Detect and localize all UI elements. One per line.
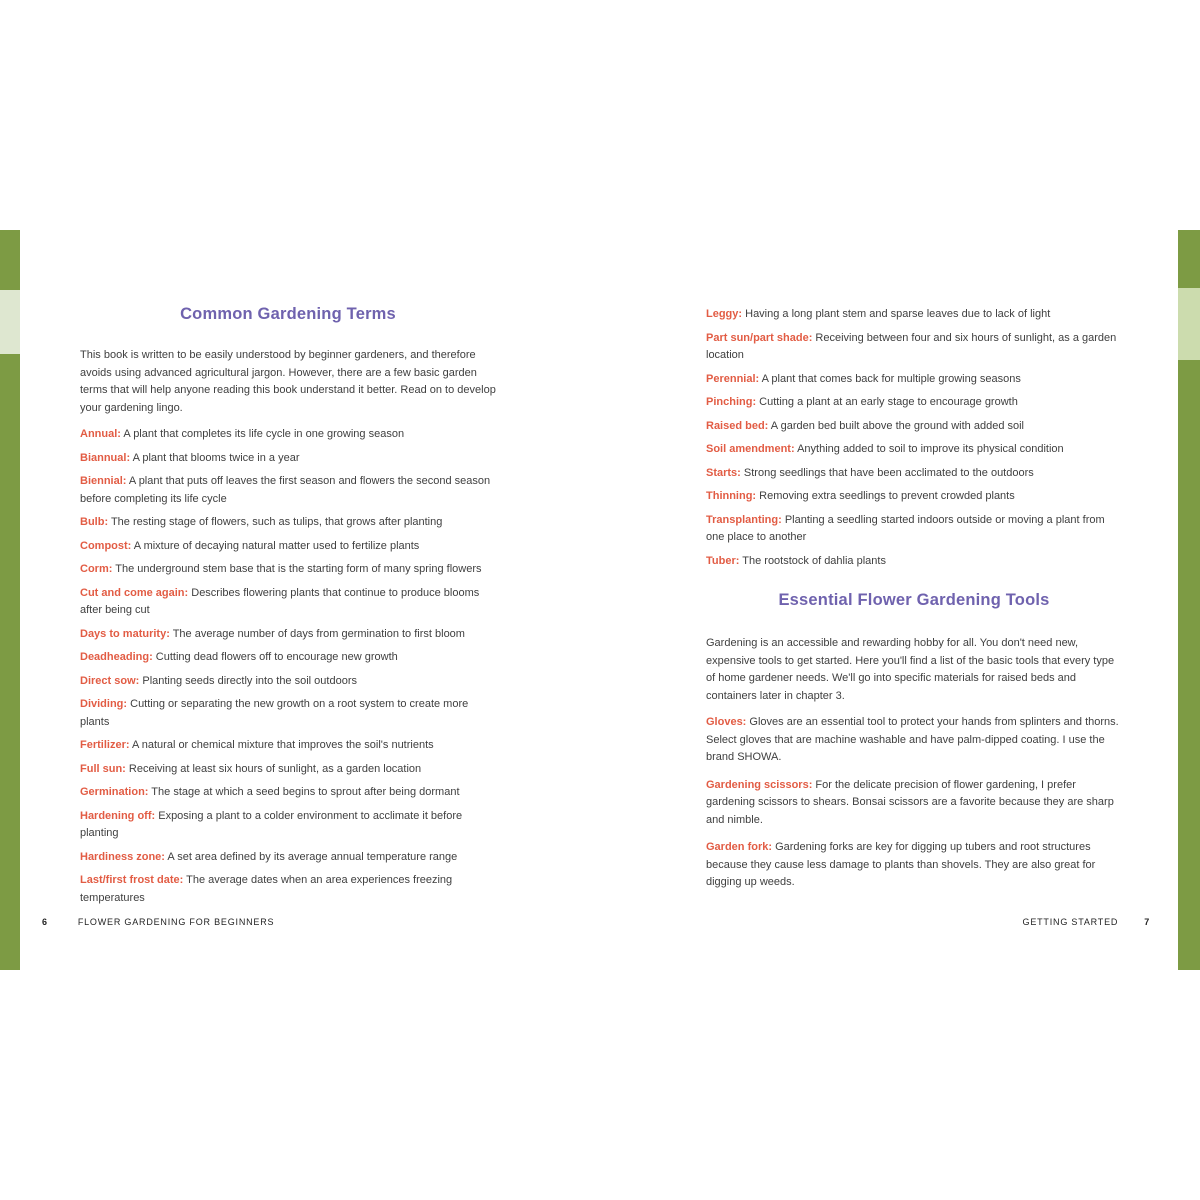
glossary-term: Hardiness zone:	[80, 850, 165, 863]
glossary-entry: Deadheading: Cutting dead flowers off to encourage new growth	[80, 651, 398, 663]
glossary-term: Part sun/part shade:	[706, 331, 813, 344]
glossary-entry: Raised bed: A garden bed built above the ground with added soil	[706, 419, 1024, 432]
glossary-term: Deadheading:	[80, 651, 153, 663]
glossary-term: Corm:	[80, 563, 113, 575]
glossary-term: Direct sow:	[80, 674, 140, 687]
glossary-term: Fertilizer:	[80, 739, 130, 751]
right-page-heading: Essential Flower Gardening Tools	[778, 591, 1050, 609]
footer-left	[42, 916, 274, 928]
page-number-right: 7	[1144, 917, 1150, 927]
glossary-entry: Garden fork: Gardening forks are key for digging up tubers and root structures because they cause less damage to plants than shovels. They are also great for digging up weeds.	[706, 841, 1096, 888]
glossary-term: Thinning:	[706, 490, 757, 502]
glossary-entry: Cut and come again: Describes flowering plants that continue to produce blooms after being cut	[80, 586, 480, 616]
right-cover-light-band	[1178, 288, 1200, 360]
glossary-list-left	[80, 426, 496, 907]
glossary-term: Pinching:	[706, 396, 757, 408]
glossary-term: Tuber:	[706, 554, 740, 567]
glossary-entry: Leggy: Having a long plant stem and sparse leaves due to lack of light	[706, 308, 1051, 320]
left-cover-edge	[0, 230, 20, 970]
glossary-entry: Biennial: A plant that puts off leaves the first season and flowers the second season before completing its life cycle	[80, 475, 491, 505]
glossary-entry: Hardiness zone: A set area defined by its average annual temperature range	[80, 850, 458, 863]
glossary-entry: Starts: Strong seedlings that have been acclimated to the outdoors	[706, 466, 1034, 479]
glossary-entry: Annual: A plant that completes its life cycle in one growing season	[80, 428, 405, 440]
glossary-entry: Last/first frost date: The average dates when an area experiences freezing temperatures	[80, 874, 453, 904]
glossary-term: Starts:	[706, 466, 741, 479]
glossary-term: Gardening scissors:	[706, 778, 813, 791]
glossary-term: Soil amendment:	[706, 443, 795, 455]
running-title-left: FLOWER GARDENING FOR BEGINNERS	[77, 917, 275, 927]
glossary-entry: Direct sow: Planting seeds directly into the soil outdoors	[80, 674, 357, 687]
glossary-term: Dividing:	[80, 698, 128, 710]
glossary-term: Last/first frost date:	[80, 874, 184, 886]
glossary-term: Compost:	[80, 539, 132, 552]
right-cover-edge	[1178, 230, 1200, 970]
glossary-entry: Gloves: Gloves are an essential tool to protect your hands from splinters and thorns. Select gloves that are machine washable and have palm-dipped coating. I use the brand SHOWA.	[706, 716, 1119, 763]
glossary-term: Biannual:	[80, 451, 131, 464]
left-cover-light-band	[0, 290, 20, 354]
glossary-term: Raised bed:	[706, 419, 769, 432]
page-number-left: 6	[42, 917, 48, 927]
tools-intro: Gardening is an accessible and rewarding hobby for all. You don't need new, expensive tools to get started. Here you'll find a list of the basic tools that every type of home gardener needs. We'll go into specific materials for raised beds and containers later in chapter 3.	[706, 637, 1115, 702]
glossary-entry: Germination: The stage at which a seed begins to sprout after being dormant	[80, 786, 460, 798]
glossary-entry: Gardening scissors: For the delicate precision of flower gardening, I prefer gardening scissors to shears. Bonsai scissors are a favorite because they are sharp and nimble.	[706, 778, 1114, 826]
glossary-entry: Dividing: Cutting or separating the new growth on a root system to create more plants	[80, 698, 469, 728]
footer-right	[1023, 916, 1150, 928]
glossary-entry: Corm: The underground stem base that is the starting form of many spring flowers	[80, 563, 482, 575]
glossary-term: Full sun:	[80, 762, 126, 775]
page-left	[80, 230, 496, 913]
left-page-heading: Common Gardening Terms	[180, 305, 396, 323]
glossary-entry: Fertilizer: A natural or chemical mixture that improves the soil's nutrients	[80, 739, 434, 751]
glossary-entry: Compost: A mixture of decaying natural matter used to fertilize plants	[80, 539, 420, 552]
glossary-term: Hardening off:	[80, 809, 156, 822]
glossary-term: Perennial:	[706, 372, 760, 385]
glossary-entry: Bulb: The resting stage of flowers, such as tulips, that grows after planting	[80, 516, 443, 528]
glossary-term: Bulb:	[80, 516, 109, 528]
glossary-entry: Full sun: Receiving at least six hours of sunlight, as a garden location	[80, 762, 422, 775]
running-title-right: GETTING STARTED	[1022, 917, 1119, 927]
glossary-entry: Pinching: Cutting a plant at an early stage to encourage growth	[706, 396, 1018, 408]
glossary-entry: Days to maturity: The average number of days from germination to first bloom	[80, 627, 465, 640]
glossary-term: Garden fork:	[706, 841, 773, 853]
glossary-entry: Biannual: A plant that blooms twice in a year	[80, 451, 300, 464]
glossary-term: Germination:	[80, 786, 149, 798]
glossary-term: Transplanting:	[706, 513, 782, 526]
glossary-term: Leggy:	[706, 308, 743, 320]
glossary-term: Biennial:	[80, 475, 127, 487]
tools-list	[706, 714, 1122, 892]
glossary-term: Annual:	[80, 428, 121, 440]
glossary-list-right	[706, 306, 1122, 570]
page-right	[706, 230, 1122, 902]
glossary-term: Days to maturity:	[80, 627, 170, 640]
left-page-intro: This book is written to be easily understood by beginner gardeners, and therefore avoids using advanced agricultural jargon. However, there are a few basic garden terms that will help anyone reading this book understand it better. Read on to develop your gardening lingo.	[80, 349, 496, 414]
glossary-entry: Thinning: Removing extra seedlings to prevent crowded plants	[706, 490, 1015, 502]
glossary-entry: Hardening off: Exposing a plant to a colder environment to acclimate it before planting	[80, 809, 463, 839]
glossary-entry: Part sun/part shade: Receiving between four and six hours of sunlight, as a garden location	[706, 331, 1117, 361]
glossary-term: Gloves:	[706, 716, 747, 728]
glossary-entry: Tuber: The rootstock of dahlia plants	[706, 554, 886, 567]
glossary-entry: Soil amendment: Anything added to soil to improve its physical condition	[706, 443, 1064, 455]
glossary-entry: Perennial: A plant that comes back for multiple growing seasons	[706, 372, 1021, 385]
glossary-term: Cut and come again:	[80, 586, 189, 599]
glossary-entry: Transplanting: Planting a seedling started indoors outside or moving a plant from one place to another	[706, 513, 1105, 543]
